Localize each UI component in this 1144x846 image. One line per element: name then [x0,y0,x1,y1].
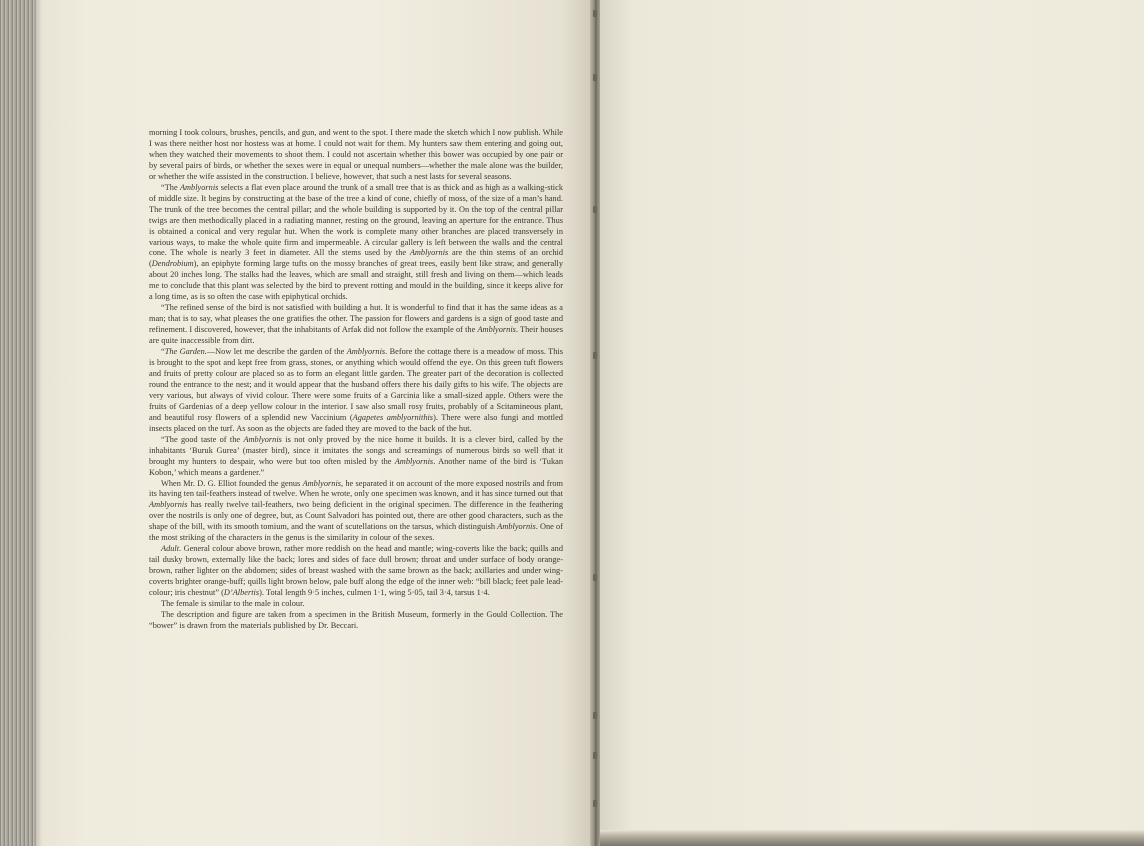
paragraph [149,435,563,479]
italic-text: D’Albertis [223,588,260,598]
text-run: ), an epiphyte forming large tufts on the mossy branches of great trees, easily bent like straw, and generally about 20 inches long. The stalks had the leaves, which are small and straight, still fresh and living on them—which leads me to conclude that this plant was selected by the bird to prevent rotting and mould in the building, since it keeps alive for a long time, as is so often the case with epiphytical orchids. [149,259,563,302]
italic-text: Amblyornis [477,325,516,335]
text-run: . One of the most striking of the characters in the genus is the similarity in colour of the sexes. [149,522,563,543]
page-bottom-edge [600,830,1144,846]
text-run: has really twelve tail-feathers, two being deficient in the original specimen. The difference in the feathering over the nostrils is only one of degree, but, as Count Salvadori has pointed out, there are other good characters, such as the shape of the bill, with its smooth tomium, and the want of scutellations on the tarsus, which distinguish [149,500,563,532]
text-run: . Before the cottage there is a meadow of moss. This is brought to the spot and kept free from grass, stones, or anything which would offend the eye. On this green tuft flowers and fruits of pretty colour are placed so as to form an elegant little garden. The greater part of the decoration is collected round the entrance to the nest; and it would appear that the husband offers there his daily gifts to his wife. The objects are very various, but always of vivid colour. There were some fruits of a Garcinia like a small-sized apple. Others were the fruits of Gardenias of a deep yellow colour in the interior. I saw also small rosy fruits, probably of a Scitamineous plant, and beautiful rosy flowers of a splendid new Vaccinium ( [149,347,563,422]
text-run: General colour above brown, rather more reddish on the head and mantle; wing-coverts like the back; quills and tail dusky brown, externally like the back; lores and sides of face dull brown; throat and under surface of body orange-brown, rather lighter on the abdomen; sides of breast washed with the same brown as the back; axillaries and under wing-coverts brighter orange-buff; quills light brown below, pale buff along the edge of the inner web: “bill black; feet pale lead-colour; iris chestnut” ( [149,544,563,598]
italic-text: Amblyornis [179,182,219,192]
text-run: , he separated it on account of the more exposed nostrils and from its having ten tail-feathers instead of twelve. When he wrote, only one specimen was known, and it has since turned out that [149,478,564,499]
text-run: . Their houses are quite inaccessible from dirt. [149,325,564,346]
paragraph [149,599,563,610]
italic-text: Amblyornis [394,456,434,466]
text-run: “The [161,182,180,192]
italic-text: Amblyornis [302,478,342,488]
italic-text: Adult. [161,544,182,554]
paragraph [149,347,563,435]
paragraph [149,479,563,545]
right-page [600,0,1144,846]
text-run: —Now let me describe the garden of the [206,347,347,357]
paragraph [149,544,563,599]
stitch-mark [593,10,597,17]
stitch-mark [593,752,597,759]
italic-text: Amblyornis [409,248,449,258]
stitch-mark [593,800,597,807]
text-run: The description and figure are taken from a specimen in the British Museum, formerly in the Gould Collection. The “bower” is drawn from the materials published by Dr. Beccari. [149,609,563,630]
stitch-mark [593,206,597,213]
book-page-edges [0,0,42,846]
stitch-mark [593,712,597,719]
paragraph [149,128,563,183]
body-text [149,128,563,632]
stitch-mark [593,74,597,81]
italic-text: The Garden. [164,347,207,357]
text-run: “ [161,347,165,357]
text-run: ). There were also fungi and mottled insects placed on the turf. As soon as the objects are faded they are moved to the back of the hut. [149,412,563,433]
paragraph [149,610,563,632]
italic-text: Amblyornis [243,434,282,444]
text-run: . Another name of the bird is ‘Tukan Kobon,’ which means a gardener.” [149,456,563,477]
italic-text: Amblyornis [149,500,188,510]
text-run: “The good taste of the [161,434,244,444]
italic-text: Amblyornis [346,347,386,357]
text-run: When Mr. D. G. Elliot founded the genus [161,478,303,488]
paragraph [149,303,563,347]
stitch-mark [593,352,597,359]
binding-stitches [594,0,596,846]
text-run: are the thin stems of an orchid ( [149,248,563,269]
stitch-mark [593,574,597,581]
text-run: is not only proved by the nice home it builds. It is a clever bird, called by the inhabitants ‘Buruk Gurea’ (master bird), since it imitates the songs and screamings of numerous birds so well that it brought my hunters to despair, who were but too often misled by the [149,434,563,466]
italic-text: Dendrobium [151,259,194,269]
italic-text: Agapetes amblyornithis [352,412,434,422]
text-run: The female is similar to the male in colour. [161,598,305,608]
paragraph [149,183,563,303]
text-run: selects a flat even place around the trunk of a small tree that is as thick and as high as a walking-stick of middle size. It begins by constructing at the base of the tree a kind of cone, chiefly of moss, of the size of a man’s hand. The trunk of the tree becomes the central pillar; and the whole building is supported by it. On the top of the central pillar twigs are then methodically placed in a radiating manner, resting on the ground, leaving an aperture for the entrance. Thus is obtained a conical and very regular hut. When the work is complete many other branches are placed transversely in various ways, to make the whole quite firm and impermeable. A circular gallery is left between the walls and the central cone. The whole is nearly 3 feet in diameter. All the stems used by the [149,182,563,258]
text-run: “The refined sense of the bird is not satisfied with building a hut. It is wonderful to find that it has the same ideas as a man; that is to say, what pleases the one gratifies the other. The passion for flowers and gardens is a sign of good taste and refinement. I discovered, however, that the inhabitants of Arfak did not follow the example of the [149,303,563,335]
italic-text: Amblyornis [497,522,536,532]
text-run: morning I took colours, brushes, pencils, and gun, and went to the spot. I there made the sketch which I now publish. While I was there neither host nor hostess was at home. I could not wait for them. My hunters saw them entering and going out, when they watched their movements to shoot them. I could not ascertain whether this bower was occupied by one pair or by several pairs of birds, or whether the sexes were in equal or unequal numbers—whether the male alone was the builder, or whether the wife assisted in the construction. I believe, however, that such a nest lasts for several seasons. [149,128,563,181]
text-run: ). Total length 9·5 inches, culmen 1·1, wing 5·05, tail 3·4, tarsus 1·4. [259,588,490,598]
